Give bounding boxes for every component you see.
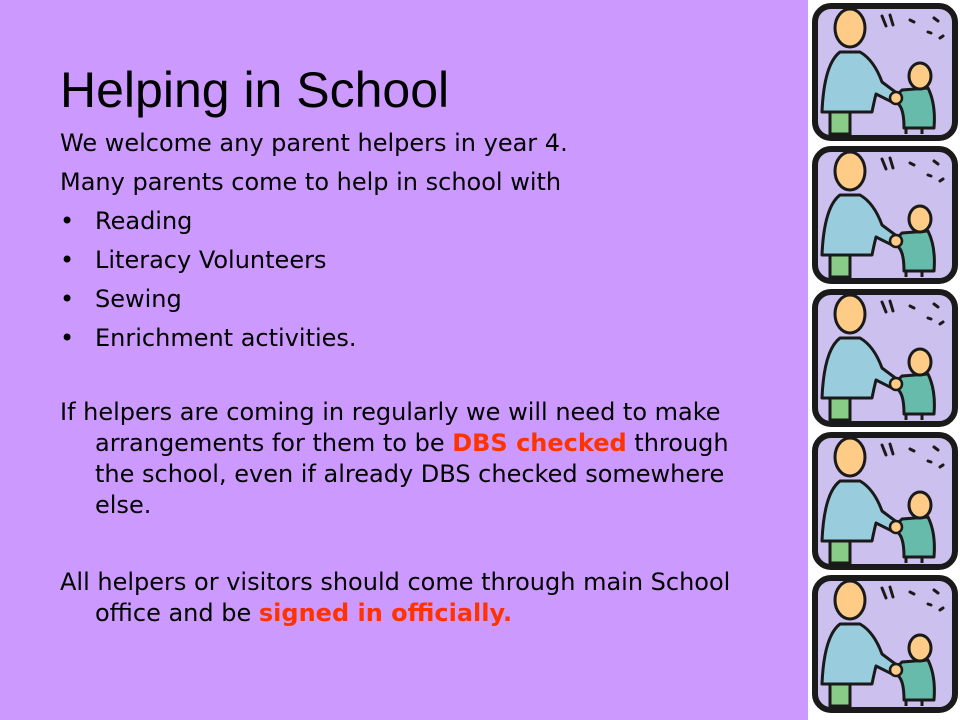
adult-child-clipart-icon	[810, 431, 960, 571]
bullet-item-literacy-volunteers: • Literacy Volunteers	[60, 241, 780, 280]
dbs-checked-highlight: DBS checked	[452, 429, 627, 457]
adult-child-clipart-icon	[810, 145, 960, 285]
dbs-paragraph-text-end: through the school, even if already DBS checked somewhere else.	[95, 429, 729, 519]
bullet-item-enrichment-activities: • Enrichment activities.	[60, 319, 780, 358]
intro-line-2: Many parents come to help in school with	[60, 168, 562, 196]
slide-title: Helping in School	[60, 62, 450, 118]
sign-in-paragraph	[60, 567, 775, 629]
adult-child-clipart-icon	[810, 288, 960, 428]
intro-line-1: We welcome any parent helpers in year 4.	[60, 129, 568, 157]
signed-in-highlight: signed in officially.	[258, 599, 513, 627]
dbs-paragraph-text-start: If helpers are coming in regularly we will need to make arrangements for them to be	[60, 398, 721, 457]
bullet-item-sewing: • Sewing	[60, 280, 780, 319]
bullet-list	[60, 202, 780, 358]
adult-child-clipart-icon	[810, 2, 960, 142]
dbs-paragraph	[60, 397, 775, 521]
adult-child-clipart-icon	[810, 574, 960, 714]
sign-in-paragraph-text: All helpers or visitors should come through main School office and be	[60, 568, 731, 627]
slide-body	[60, 124, 780, 358]
bullet-item-reading: • Reading	[60, 202, 780, 241]
clipart-strip	[808, 0, 960, 720]
